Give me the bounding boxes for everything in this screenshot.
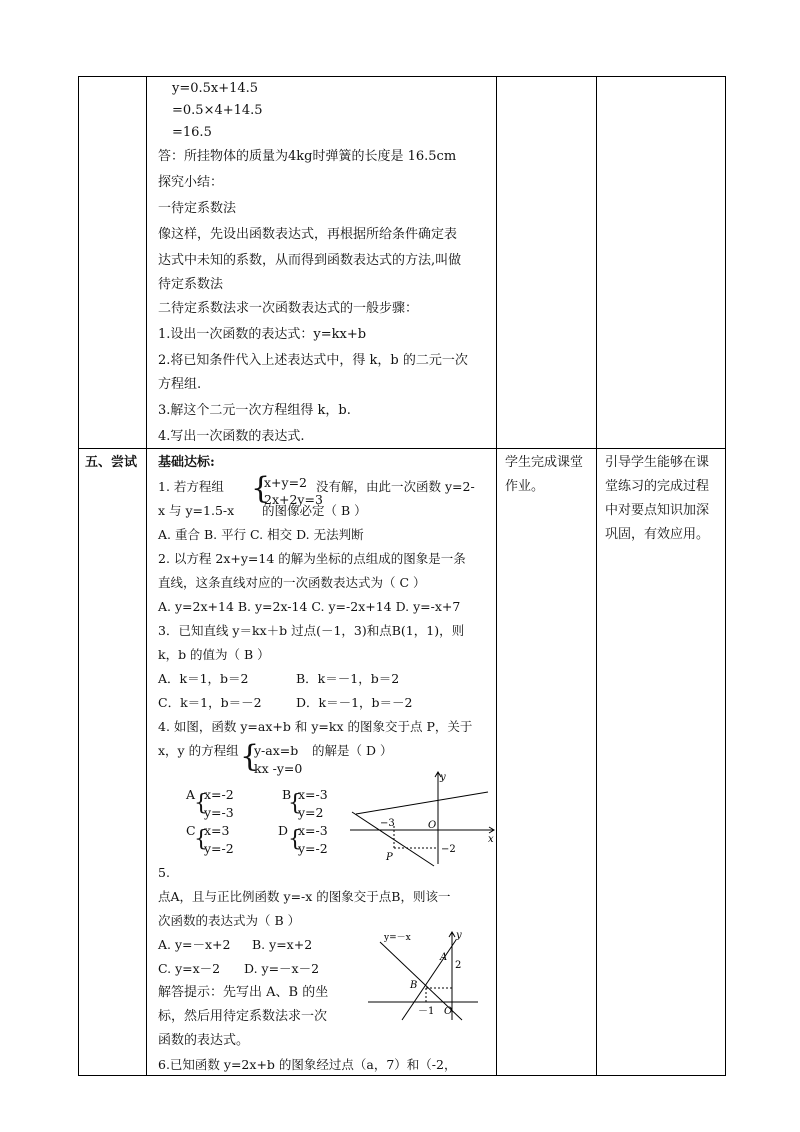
point-a-label: A [440,952,448,963]
q3-option-c: C．k＝1，b＝－2 [158,695,262,710]
q4-system-eq2: kx -y=0 [254,761,303,776]
tick-label-minus1: －1 [418,1006,435,1017]
q1-text: x 与 y=1.5-x [158,503,235,518]
q5-hint: 解答提示：先写出 A、B 的坐 [158,985,329,1000]
q5-text: 点A，且与正比例函数 y=-x 的图象交于点B，则该一 [158,889,451,904]
q4-text: x，y 的方程组 [158,743,239,758]
origin-label: O [428,820,437,831]
table-divider-1 [146,76,147,1076]
table-border-left [78,76,79,1076]
table-divider-2 [496,76,497,1076]
point-p-label: P [386,852,393,863]
q5-text: 次函数的表达式为（ B ） [158,913,301,928]
q4-option-c-x: x=3 [204,823,230,838]
brace-icon: { [194,827,208,852]
q1-options: A. 重合 B. 平行 C. 相交 D. 无法判断 [158,527,364,542]
table-border-right [725,76,726,1076]
q3-option-b: B．k＝－1，b＝2 [296,671,400,686]
q2-text: 2. 以方程 2x+y=14 的解为坐标的点组成的图象是一条 [158,551,466,566]
design-intent: 引导学生能够在课 [605,455,710,470]
q3-text: k，b 的值为（ B ） [158,647,270,662]
q2-text: 直线，这条直线对应的一次函数表达式为（ C ） [158,575,426,590]
brace-icon: { [194,791,208,816]
line-label: y=－x [384,933,411,943]
step-line: 2.将已知条件代入上述表达式中，得 k，b 的二元一次 [158,353,468,368]
q5-option-d: D. y=－x－2 [244,961,320,976]
q5-hint: 函数的表达式。 [158,1033,250,1048]
design-intent: 中对要点知识加深 [605,503,710,518]
design-intent: 巩固，有效应用。 [605,527,710,542]
q4-option-d-x: x=-3 [298,823,328,838]
student-activity: 作业。 [505,479,545,494]
intercept-label: 2 [455,960,462,971]
summary-line: 待定系数法 [158,277,224,292]
q4-option-d-y: y=-2 [298,841,328,856]
q4-option-b-y: y=2 [298,805,324,820]
q4-text: 的解是（ D ） [312,743,393,758]
q1-text: 没有解，由此一次函数 y=2- [316,479,475,494]
summary-heading: 探究小结： [158,175,224,190]
origin-label: O [444,1006,453,1017]
brace-icon: { [288,827,302,852]
q4-option-c-y: y=-2 [204,841,234,856]
exercise-heading: 基础达标: [158,455,215,470]
q1-text: 的图像必定（ B ） [262,503,367,518]
brace-icon: { [251,471,271,506]
q4-option-letter: A [186,787,196,802]
step-line: 4.写出一次函数的表达式. [158,429,305,444]
q1-system-eq2: 2x+2y=3 [264,492,323,507]
tick-label-minus3: −3 [380,818,395,829]
answer-text: 答：所挂物体的质量为4kg时弹簧的长度是 16.5cm [158,149,457,164]
step-line: 3.解这个二元一次方程组得 k，b. [158,403,351,418]
q5-hint: 标，然后用待定系数法求一次 [158,1009,328,1024]
student-activity: 学生完成课堂 [505,455,584,470]
q4-option-a-x: x=-2 [204,787,234,802]
q5-option-a: A. y=－x+2 [158,937,231,952]
table-top-border [78,76,726,77]
q5-graph [366,928,480,1022]
q4-option-letter: D [278,823,289,838]
calc-line: =0.5×4+14.5 [172,103,263,118]
q5-option-b: B. y=x+2 [252,937,313,952]
y-axis-label: y [456,930,462,941]
brace-icon: { [240,739,260,774]
q3-option-a: A．k＝1，b＝2 [158,671,249,686]
q5-option-c: C. y=x－2 [158,961,221,976]
summary-line: 一待定系数法 [158,201,237,216]
q5-number: 5. [158,865,170,880]
brace-icon: { [288,791,302,816]
q1-system-eq1: x+y=2 [264,475,308,490]
q4-option-b-x: x=-3 [298,787,328,802]
step-line: 1.设出一次函数的表达式：y=kx+b [158,327,367,342]
q4-graph [348,768,496,868]
summary-line: 二待定系数法求一次函数表达式的一般步骤： [158,301,419,316]
design-intent: 堂练习的完成过程 [605,479,710,494]
q4-option-letter: B [282,787,292,802]
q6-text: 6.已知函数 y=2x+b 的图象经过点（a，7）和（-2， [158,1057,457,1072]
q1-text: 1. 若方程组 [158,479,224,494]
q4-option-a-y: y=-3 [204,805,234,820]
summary-line: 达式中未知的系数，从而得到函数表达式的方法,叫做 [158,253,462,268]
row-divider [78,448,726,449]
x-axis-label: x [488,834,494,845]
point-b-label: B [410,980,418,991]
q4-text: 4. 如图，函数 y=ax+b 和 y=kx 的图象交于点 P，关于 [158,719,473,734]
y-axis-label: y [440,772,446,783]
q2-options: A. y=2x+14 B. y=2x-14 C. y=-2x+14 D. y=-x+7 [158,599,461,614]
calc-line: =16.5 [172,125,212,140]
line-y-eq-ax-plus-b [356,792,488,814]
q3-text: 3．已知直线 y＝kx＋b 过点(－1，3)和点B(1，1)，则 [158,623,465,638]
table-divider-3 [596,76,597,1076]
q4-system-eq1: y-ax=b [254,743,299,758]
section-label: 五、尝试 [85,455,138,470]
tick-label-minus2: −2 [441,844,456,855]
calc-line: y=0.5x+14.5 [172,81,259,96]
step-line: 方程组. [158,377,202,392]
q3-option-d: D．k＝－1，b＝－2 [296,695,413,710]
summary-line: 像这样，先设出函数表达式，再根据所给条件确定表 [158,227,458,242]
q4-option-letter: C [186,823,196,838]
